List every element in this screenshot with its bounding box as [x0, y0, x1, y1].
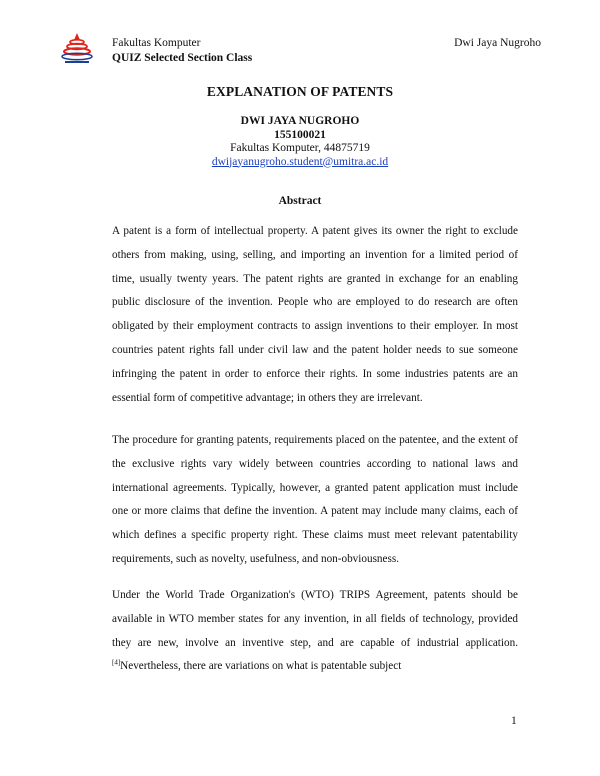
faculty-name: Fakultas Komputer [112, 37, 201, 49]
running-header-author: Dwi Jaya Nugroho [454, 37, 541, 49]
abstract-paragraph-1: A patent is a form of intellectual property. A patent gives its owner the right to exclude others from making, using, selling, and importing an invention for a limited period of time, usually twenty years. The patent rights are granted in exchange for an enabling public disclosure of the invention. People who are employed to do research are often obligated by their employment contracts to assign inventions to their employer. In most countries patent rights fall under civil law and the patent holder needs to sue someone infringing the patent in order to enforce their rights. In some industries patents are an essential form of competitive advantage; in others they are irrelevant. [112, 225, 518, 404]
author-email-link[interactable]: dwijayanugroho.student@umitra.ac.id [211, 155, 389, 168]
author-block [0, 115, 600, 169]
class-label: QUIZ Selected Section Class [112, 52, 253, 64]
author-affiliation: Fakultas Komputer, 44875719 [230, 142, 370, 154]
paragraph-3-text-start: Under the World Trade Organization's (WTO) TRIPS Agreement, patents should be available in WTO member states for any invention, in all fields of technology, provided they are new, involve an inventive step, and are capable of industrial application. [112, 589, 518, 649]
abstract-paragraph-3 [112, 584, 518, 679]
paper-title: EXPLANATION OF PATENTS [206, 84, 394, 99]
author-name: DWI JAYA NUGROHO [240, 115, 360, 127]
page-number: 1 [511, 715, 517, 727]
university-logo-icon [60, 31, 94, 65]
abstract-paragraph-2: The procedure for granting patents, requirements placed on the patentee, and the extent of the exclusive rights vary widely between countries according to national laws and international agreements. Typically, however, a granted patent application must include one or more claims that define the invention. A patent may include many claims, each of which defines a specific property right. These claims must meet relevant patentability requirements, such as novelty, usefulness, and non-obviousness. [112, 434, 518, 565]
paragraph-3-text-end: Nevertheless, there are variations on what is patentable subject [120, 660, 402, 673]
author-id: 155100021 [274, 128, 326, 141]
running-header-left [112, 36, 252, 66]
citation-reference[interactable]: [4] [112, 658, 121, 667]
abstract-heading: Abstract [278, 195, 322, 207]
